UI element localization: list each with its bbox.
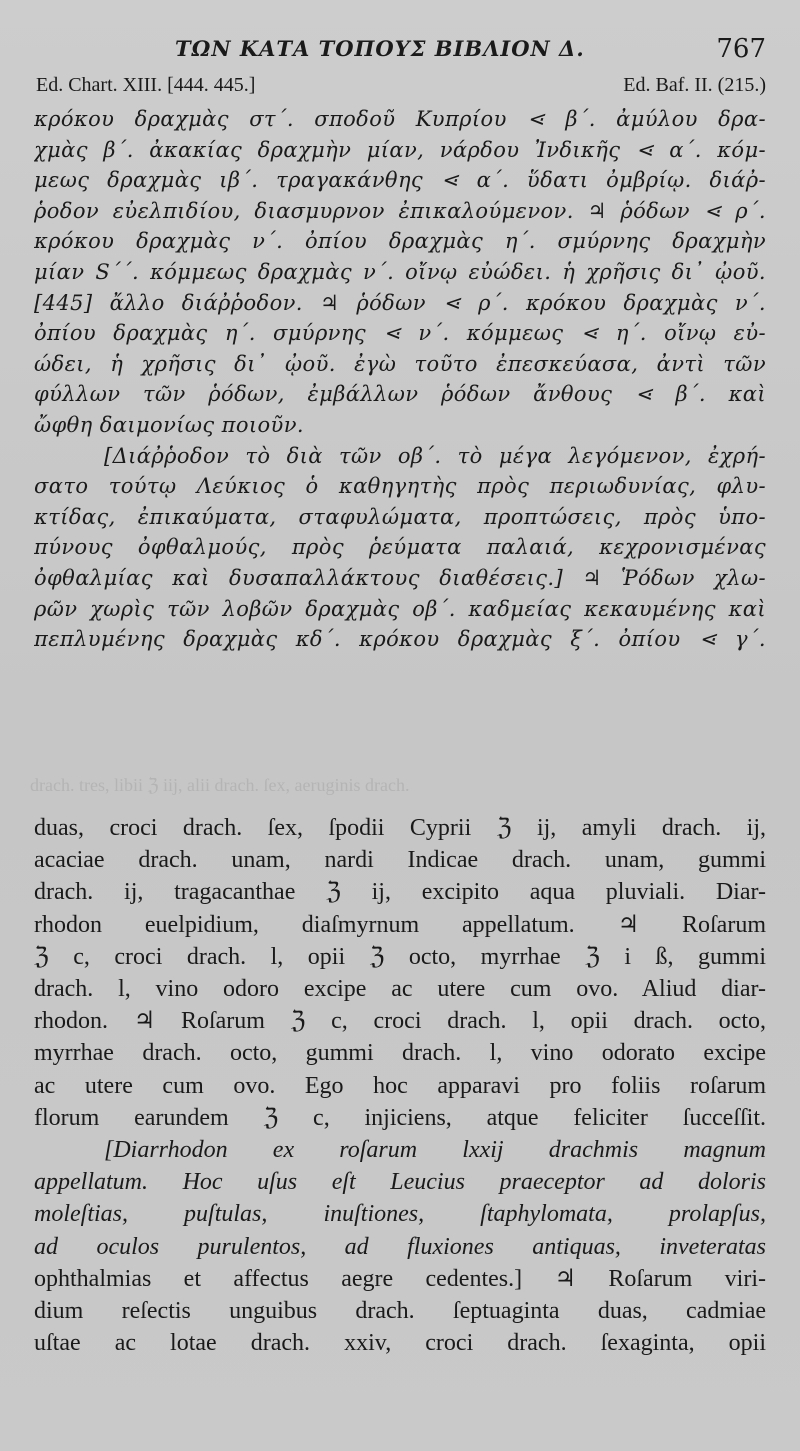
greek-line: μίαν S΄΄. κόμμεως δραχμὰς ν΄. οἴνῳ εὐώδει. ἡ χρῆσις δι᾿ ᾠοῦ. bbox=[34, 259, 766, 284]
latin-line: ℨ c, croci drach. l, opii ℨ octo, myrrhae ℨ i ß, gummi bbox=[34, 943, 766, 970]
latin-text-block bbox=[34, 812, 766, 1359]
latin-line: dium reſectis unguibus drach. ſeptuaginta duas, cadmiae bbox=[34, 1298, 766, 1325]
greek-text-block bbox=[34, 104, 766, 655]
latin-line: drach. ij, tragacanthae ℨ ij, excipito aqua pluviali. Diar- bbox=[34, 879, 766, 906]
page-number: 767 bbox=[716, 34, 766, 64]
running-title: ΤΩΝ ΚΑΤΑ ΤΟΠΟΥΣ ΒΙΒΛΙΟΝ Δ. bbox=[175, 36, 585, 61]
greek-line: ῥοδον εὐελπιδίου, διασμυρνον ἐπικαλούμενον. ♃ ῥόδων ⋖ ρ΄. bbox=[34, 198, 766, 223]
latin-line: [Diarrhodon ex roſarum lxxij drachmis magnum bbox=[104, 1137, 766, 1164]
greek-line: φύλλων τῶν ῥόδων, ἐμβάλλων ῥόδων ἄνθους ⋖ β΄. καὶ bbox=[34, 382, 766, 407]
bleed-through-text: drach. tres, libii ℨ iij, alii drach. ſex, aeruginis drach. bbox=[30, 775, 410, 795]
latin-line: duas, croci drach. ſex, ſpodii Cyprii ℨ ij, amyli drach. ij, bbox=[34, 815, 766, 841]
greek-line: σατο τούτῳ Λεύκιος ὁ καθηγητὴς πρὸς περιωδυνίας, φλυ- bbox=[34, 474, 766, 499]
greek-line: μεως δραχμὰς ιβ΄. τραγακάνθης ⋖ α΄. ὕδατι ὀμβρίῳ. διάῤ- bbox=[34, 168, 766, 193]
latin-line: appellatum. Hoc uſus eſt Leucius praeceptor ad doloris bbox=[34, 1169, 766, 1196]
greek-line: κρόκου δραχμὰς ν΄. ὀπίου δραχμὰς η΄. σμύρνης δραχμὴν bbox=[34, 229, 766, 254]
greek-line: πύνους ὀφθαλμούς, πρὸς ῥεύματα παλαιά, κεχρονισμένας bbox=[34, 535, 766, 560]
greek-line: ὤφθη δαιμονίως ποιοῦν. bbox=[34, 412, 304, 437]
latin-line: myrrhae drach. octo, gummi drach. l, vino odorato excipe bbox=[34, 1040, 766, 1067]
edition-basel: Ed. Baf. II. (215.) bbox=[623, 74, 766, 96]
running-head bbox=[0, 30, 800, 66]
greek-line: [445] ἄλλο διάῤῥοδον. ♃ ῥόδων ⋖ ρ΄. κρόκου δραχμὰς ν΄. bbox=[34, 290, 766, 315]
latin-line: ac utere cum ovo. Ego hoc apparavi pro foliis roſarum bbox=[34, 1072, 766, 1099]
latin-line: florum earundem ℨ c, injiciens, atque feliciter ſucceſſit. bbox=[34, 1104, 766, 1131]
greek-line: ὀφθαλμίας καὶ δυσαπαλλάκτους διαθέσεις.] ♃ Ῥόδων χλω- bbox=[34, 565, 766, 590]
greek-line: πεπλυμένης δραχμὰς κδ΄. κρόκου δραχμὰς ξ΄. ὀπίου ⋖ γ΄. bbox=[34, 627, 766, 652]
latin-line: ophthalmias et affectus aegre cedentes.] ♃ Roſarum viri- bbox=[34, 1265, 766, 1292]
latin-line: acaciae drach. unam, nardi Indicae drach. unam, gummi bbox=[34, 847, 766, 874]
greek-line: κτίδας, ἐπικαύματα, σταφυλώματα, προπτώσεις, πρὸς ὑπο- bbox=[34, 504, 766, 529]
greek-line: χμὰς β΄. ἀκακίας δραχμὴν μίαν, νάρδου Ἰνδικῆς ⋖ α΄. κόμ- bbox=[34, 137, 766, 162]
greek-line: κρόκου δραχμὰς στ΄. σποδοῦ Κυπρίου ⋖ β΄. ἀμύλου δρα- bbox=[34, 107, 766, 131]
greek-line: ὀπίου δραχμὰς η΄. σμύρνης ⋖ ν΄. κόμμεως ⋖ η΄. οἴνῳ εὐ- bbox=[34, 321, 766, 346]
edition-chartier: Ed. Chart. XIII. [444. 445.] bbox=[36, 74, 256, 96]
latin-line: rhodon. ♃ Roſarum ℨ c, croci drach. l, opii drach. octo, bbox=[34, 1008, 766, 1035]
latin-line: uſtae ac lotae drach. xxiv, croci drach. ſexaginta, opii bbox=[34, 1330, 766, 1357]
greek-line: ώδει, ἡ χρῆσις δι᾿ ᾠοῦ. ἐγὼ τοῦτο ἐπεσκεύασα, ἀντὶ τῶν bbox=[34, 351, 766, 376]
greek-line: [Διάῤῥοδον τὸ διὰ τῶν οβ΄. τὸ μέγα λεγόμενον, ἐχρή- bbox=[104, 443, 766, 468]
latin-line: ad oculos purulentos, ad fluxiones antiquas, inveteratas bbox=[34, 1233, 766, 1260]
latin-line: rhodon euelpidium, diaſmyrnum appellatum. ♃ Roſarum bbox=[34, 911, 766, 938]
greek-line: ρῶν χωρὶς τῶν λοβῶν δραχμὰς οβ΄. καδμείας κεκαυμένης καὶ bbox=[34, 596, 766, 621]
latin-line: drach. l, vino odoro excipe ac utere cum ovo. Aliud diar- bbox=[34, 976, 766, 1003]
latin-line: moleſtias, puſtulas, inuſtiones, ſtaphylomata, prolapſus, bbox=[34, 1201, 766, 1228]
